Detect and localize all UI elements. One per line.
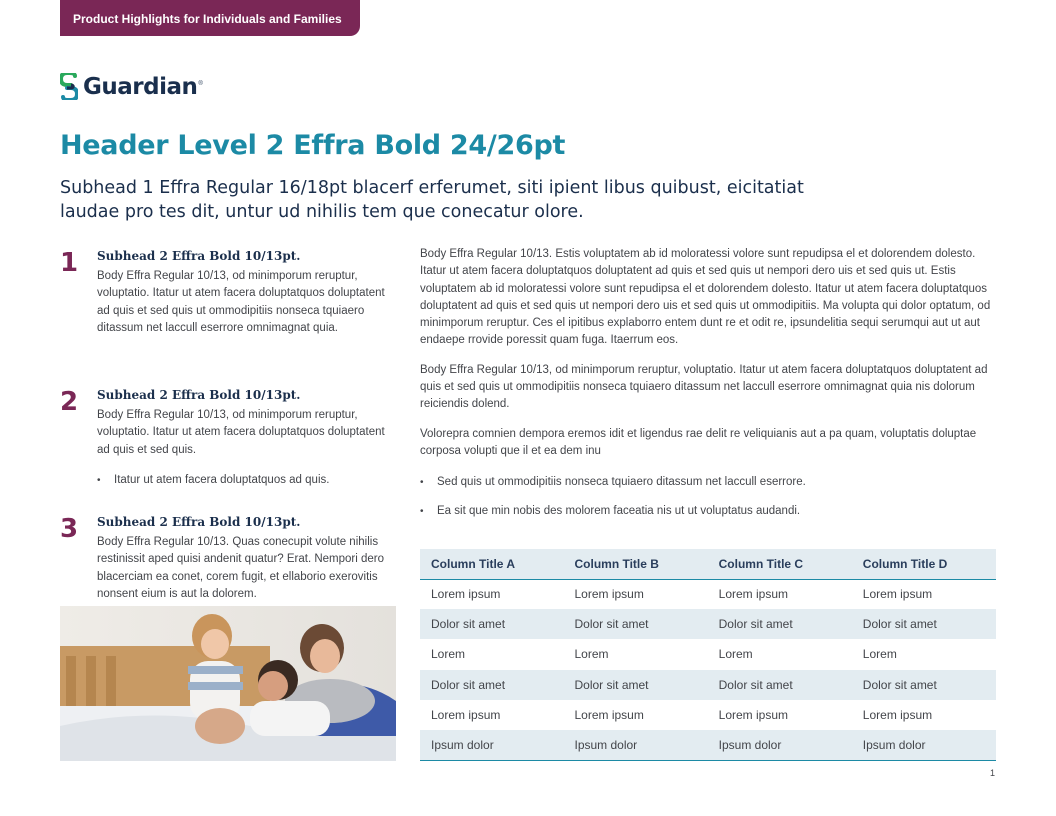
step-3 xyxy=(60,515,398,603)
table-cell: Lorem ipsum xyxy=(431,707,501,722)
table-cell: Lorem ipsum xyxy=(574,587,644,602)
table-cell: Lorem ipsum xyxy=(574,707,644,722)
body-paragraph: Body Effra Regular 10/13. Estis voluptatem ab id moloratessi volore sunt repudipsa el et dolorendem dolesto. Itatur ut atem facera doluptatquos doluptatent ad quis et sed quis ut nempori dero uis et sed quis ut. Estis voluptatem ab id moloratessi volore sunt repudipsa el et dolorendem dolesto. Itatur ut atem facera doluptatquos doluptatent ad quis et sed quis ut nempori dero uis et sed quis ut ommodipitiis. Ma volupta qui dolor optatum, od minimporum reruptur. Ces el ipitibus explaborro entem dunt re et odit re, ipsundelitia sequi serumqui aut ut aut endaepe rrovide poressit quam fuga. Itaerrum eos. xyxy=(420,248,991,347)
step-body: Body Effra Regular 10/13, od minimporum reruptur, voluptatio. Itatur ut atem facera doluptatquos doluptatent ad quis et sed quis. xyxy=(97,409,385,456)
table-cell: Lorem ipsum xyxy=(862,707,933,722)
column-header: Column Title B xyxy=(563,549,707,579)
table-cell: Ipsum dolor xyxy=(420,730,563,760)
table-row xyxy=(420,730,996,760)
table-cell: Dolor sit amet xyxy=(852,609,996,639)
list-item: • Ea sit que min nobis des molorem faceatia nis ut ut voluptatus audandi. xyxy=(420,503,996,520)
table-row xyxy=(420,609,996,639)
body-paragraph: Volorepra comnien dempora eremos idit et ligendus rae delit re veliquianis aut a pa quam, voluptatis doluptae corposa volupti que il et ea dem inu xyxy=(420,427,977,457)
table-cell: Dolor sit amet xyxy=(563,670,707,700)
step-title: Subhead 2 Effra Bold 10/13pt. xyxy=(97,249,301,263)
table-cell: Lorem xyxy=(574,647,609,662)
step-2 xyxy=(60,388,398,512)
numbered-steps xyxy=(60,246,398,603)
page-subhead: Subhead 1 Effra Regular 16/18pt blacerf erferumet, siti ipient libus quibust, eicitatiat laudae pro tes dit, untur ud nihilis tem que conecatur olore. xyxy=(60,178,804,222)
table-cell: Dolor sit amet xyxy=(563,609,707,639)
table-row xyxy=(420,579,996,609)
page-number: 1 xyxy=(990,768,996,778)
table-cell: Lorem xyxy=(718,647,753,662)
table-cell: Dolor sit amet xyxy=(852,670,996,700)
column-header: Column Title D xyxy=(852,549,996,579)
step-title: Subhead 2 Effra Bold 10/13pt. xyxy=(97,388,301,402)
bullet-list xyxy=(420,474,996,520)
table-cell: Ipsum dolor xyxy=(852,730,996,760)
table-row xyxy=(420,700,996,730)
table-cell: Dolor sit amet xyxy=(708,670,852,700)
table-row xyxy=(420,639,996,669)
step-number: 2 xyxy=(60,387,79,417)
body-paragraph: Body Effra Regular 10/13, od minimporum reruptur, voluptatio. Itatur ut atem facera doluptatquos doluptatent ad quis et sed quis ut ommodipitiis nonseca tquiaero ditassum net laccull eserrore omnimagnat quia nis dolorum reiciendis dolend. xyxy=(420,363,988,411)
column-header: Column Title C xyxy=(708,549,852,579)
table-cell: Dolor sit amet xyxy=(420,670,563,700)
step-body: Body Effra Regular 10/13. Quas conecupit volute nihilis restinissit aped quisi andenit quatur? Erat. Nempori dero blacerciam ea conet, corem fugit, et ellaborio exerovitis nonsent eium is aut la dolorem. xyxy=(97,536,385,600)
table-cell: Dolor sit amet xyxy=(708,609,852,639)
data-table xyxy=(420,549,996,761)
step-1 xyxy=(60,249,398,385)
step-number: 1 xyxy=(60,248,79,278)
step-title: Subhead 2 Effra Bold 10/13pt. xyxy=(97,515,301,529)
header-tab: Product Highlights for Individuals and Families xyxy=(60,0,360,36)
table-cell: Lorem xyxy=(862,647,897,662)
logo-trademark: ® xyxy=(198,81,203,87)
right-column xyxy=(420,246,996,520)
table-cell: Lorem xyxy=(431,647,466,662)
table-cell: Lorem ipsum xyxy=(431,587,501,602)
step-body: Body Effra Regular 10/13, od minimporum reruptur, voluptatio. Itatur ut atem facera doluptatquos doluptatent ad quis et sed quis ut ommodipitiis nonseca tquiaero ditassum net laccull eserrore omnimagnat quia. xyxy=(97,270,385,334)
table-cell: Ipsum dolor xyxy=(563,730,707,760)
logo-wordmark: Guardian xyxy=(83,73,198,100)
column-header: Column Title A xyxy=(420,549,563,579)
step-bullet: • Itatur ut atem facera doluptatquos ad quis. xyxy=(97,472,398,489)
table-cell: Dolor sit amet xyxy=(420,609,563,639)
table-cell: Lorem ipsum xyxy=(718,707,788,722)
table-row xyxy=(420,670,996,700)
list-item: • Sed quis ut ommodipitiis nonseca tquiaero ditassum net laccull eserrore. xyxy=(420,474,996,491)
table-cell: Lorem ipsum xyxy=(862,587,933,602)
step-number: 3 xyxy=(60,514,79,544)
guardian-logo-icon xyxy=(60,73,78,100)
family-photo xyxy=(60,606,396,761)
table-cell: Ipsum dolor xyxy=(708,730,852,760)
table-cell: Lorem ipsum xyxy=(718,587,788,602)
guardian-logo xyxy=(60,73,203,100)
page-title: Header Level 2 Effra Bold 24/26pt xyxy=(60,130,566,161)
table-header-row xyxy=(420,549,996,579)
